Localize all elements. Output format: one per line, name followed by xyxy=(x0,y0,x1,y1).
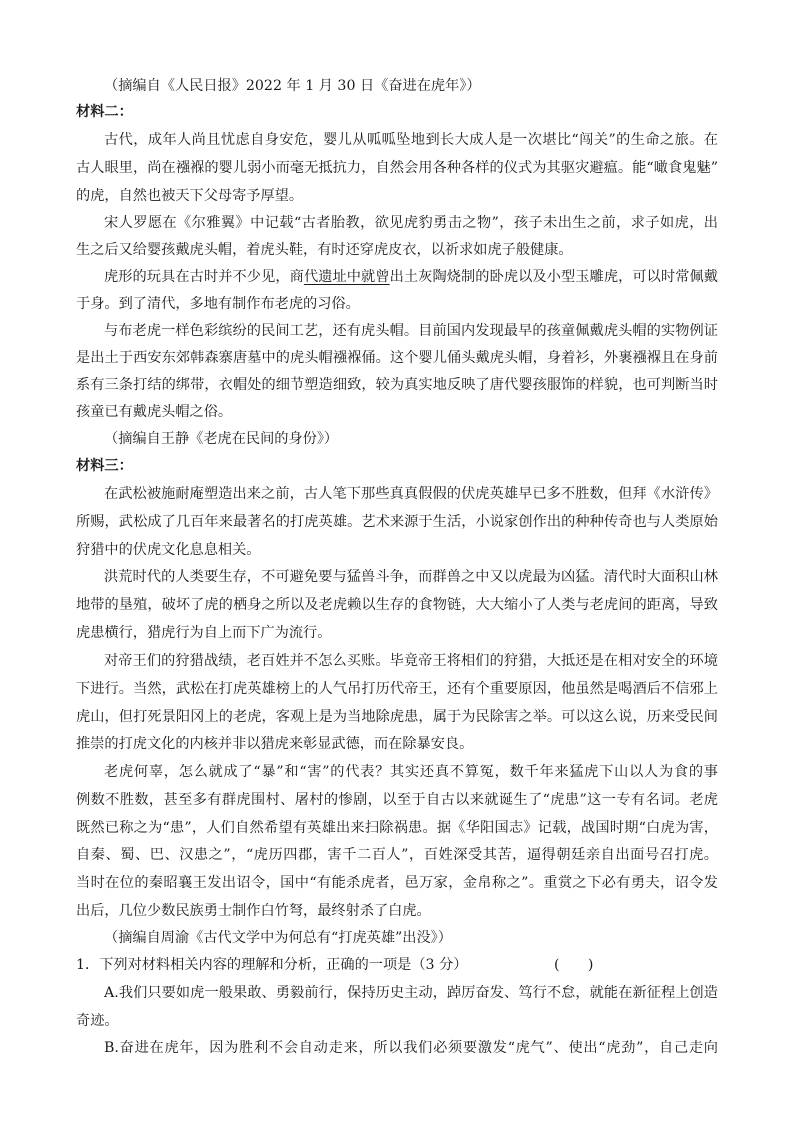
material-3-p2-line2: 地带的垦殖，破坏了虎的栖身之所以及老虎赖以生存的食物链，大大缩小了人类与老虎间的距离，导致 xyxy=(76,597,718,613)
material-2-p1-line3: 的虎，自然也被天下父母寄予厚望。 xyxy=(76,188,304,204)
material-2-p2-line1: 宋人罗愿在《尔雅翼》中记载“古者胎教，欲见虎豹勇击之物”，孩子未出生之前，求子如虎，出 xyxy=(104,215,718,231)
material-3-p4-line1: 老虎何辜，怎么就成了“暴”和“害”的代表？其实还真不算冤，数千年来猛虎下山以人为食的事 xyxy=(104,764,718,780)
material-3-p1-line2: 所赐，武松成了几百年来最著名的打虎英雄。艺术来源于生活，小说家创作出的种种传奇也与人类原始 xyxy=(76,514,718,530)
material-2-p1-line1: 古代，成年人尚且忧虑自身安危，婴儿从呱呱坠地到长大成人是一次堪比“闯关”的生命之旅。在 xyxy=(104,132,718,148)
material-3-p3-line3: 虎山，但打死景阳冈上的老虎，客观上是为当地除虎患，属于为民除害之举。可以这么说，历来受民间 xyxy=(76,709,718,725)
material-2-heading: 材料二： xyxy=(76,104,133,120)
option-a-line2: 奇迹。 xyxy=(76,1013,119,1029)
source-citation-3: （摘编自周渝《古代文学中为何总有“打虎英雄”出没》） xyxy=(104,930,452,946)
material-2-p4-line2: 是出土于西安东郊韩森寨唐墓中的虎头帽襁褓俑。这个婴儿俑头戴虎头帽，身着衫，外裹襁褓且在身前 xyxy=(76,350,718,366)
material-3-p4-line6: 出后，几位少数民族勇士制作白竹弩，最终射杀了白虎。 xyxy=(76,903,431,919)
material-2-p3-line1: 虎形的玩具在古时并不少见，商代遗址中就曾出土灰陶烧制的卧虎以及小型玉雕虎，可以时常佩戴 xyxy=(104,269,718,285)
material-2-p3-line2: 于身。到了清代，多地有制作布老虎的习俗。 xyxy=(76,296,360,312)
source-citation-2: （摘编自王静《老虎在民间的身份》） xyxy=(104,431,339,447)
material-2-p2-line2: 生之后又给婴孩戴虎头帽，着虎头鞋，有时还穿虎皮衣，以祈求如虎子般健康。 xyxy=(76,242,573,258)
material-3-p2-line1: 洪荒时代的人类要生存，不可避免要与猛兽斗争，而群兽之中又以虎最为凶猛。清代时大面积山林 xyxy=(104,569,718,585)
material-3-p1-line1: 在武松被施耐庵塑造出来之前，古人笔下那些真真假假的伏虎英雄早已多不胜数，但拜《水浒传》 xyxy=(104,486,718,502)
option-b-line1: B.奋进在虎年，因为胜利不会自动走来，所以我们必须要激发“虎气”、使出“虎劲”，自己走向 xyxy=(104,1040,718,1056)
material-2-p1-line2: 古人眼里，尚在襁褓的婴儿弱小而毫无抵抗力，自然会用各种各样的仪式为其驱灾避瘟。能“噉食鬼魅” xyxy=(76,160,718,176)
material-2-p4-line3: 系有三条打结的绑带，衣帽处的细节塑造细致，较为真实地反映了唐代婴孩服饰的样貌，也可判断当时 xyxy=(76,377,718,393)
material-2-p4-line4: 孩童已有戴虎头帽之俗。 xyxy=(76,404,233,420)
material-2-p4-line1: 与布老虎一样色彩缤纷的民间工艺，还有虎头帽。目前国内发现最早的孩童佩戴虎头帽的实物例证 xyxy=(104,323,718,339)
underlined-phrase: 代遗址中就曾 xyxy=(303,269,390,285)
material-3-p1-line3: 狩猎中的伏虎文化息息相关。 xyxy=(76,542,261,558)
material-3-p4-line5: 当时在位的秦昭襄王发出诏令，国中“有能杀虎者，邑万家，金帛称之”。重赏之下必有勇夫，诏令发 xyxy=(76,875,718,891)
question-1-stem: 1．下列对材料相关内容的理解和分析，正确的一项是（3 分） xyxy=(76,957,468,973)
source-citation-1: （摘编自《人民日报》2022 年 1 月 30 日《奋进在虎年》） xyxy=(104,78,481,94)
material-3-p3-line4: 推崇的打虎文化的内核并非以猎虎来彰显武德，而在除暴安良。 xyxy=(76,736,474,752)
material-3-p3-line1: 对帝王们的狩猎战绩，老百姓并不怎么买账。毕竟帝王将相们的狩猎，大抵还是在相对安全的环境 xyxy=(104,653,718,669)
material-3-p4-line2: 例数不胜数，甚至多有群虎围村、屠村的惨剧，以至于自古以来就诞生了“虎患”这一专有名词。老虎 xyxy=(76,792,718,808)
material-3-p2-line3: 虎患横行，猎虎行为自上而下广为流行。 xyxy=(76,625,332,641)
material-3-p3-line2: 下进行。当然，武松在打虎英雄榜上的人气吊打历代帝王，还有个重要原因，他虽然是喝酒后不信邪上 xyxy=(76,681,718,697)
material-3-p4-line3: 既然已称之为“患”，人们自然希望有英雄出来扫除祸患。据《华阳国志》记载，战国时期“白虎为害， xyxy=(76,820,718,836)
material-3-heading: 材料三： xyxy=(76,458,133,474)
option-a-line1: A.我们只要如虎一般果敢、勇毅前行，保持历史主动，踔厉奋发、笃行不怠，就能在新征程上创造 xyxy=(104,985,718,1001)
material-3-p4-line4: 自秦、蜀、巴、汉患之”，“虎历四郡，害千二百人”，百姓深受其苦，逼得朝廷亲自出面号召打虎。 xyxy=(76,847,718,863)
answer-bracket: ( ) xyxy=(554,957,594,973)
